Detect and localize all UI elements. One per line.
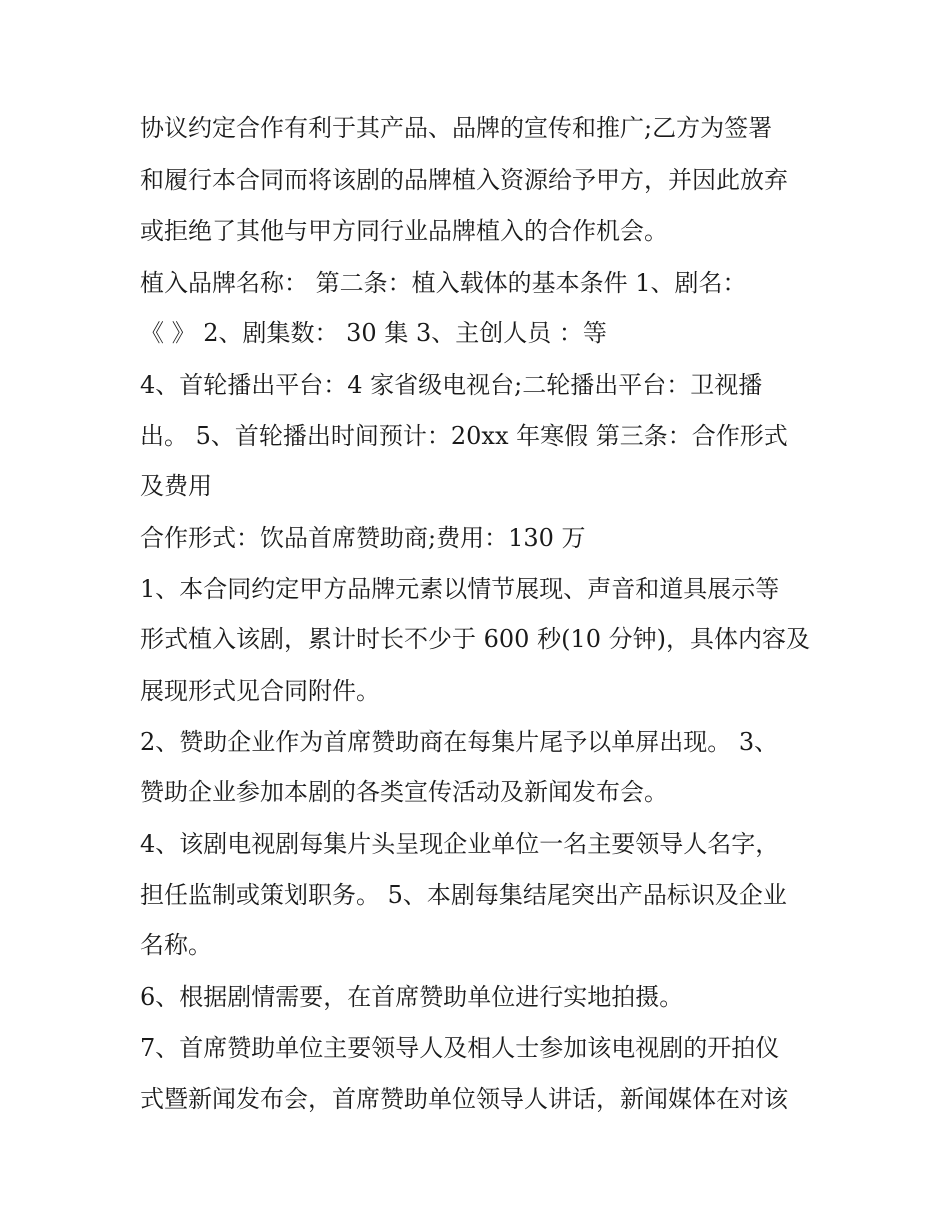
text-line: 植入品牌名称： 第二条：植入载体的基本条件 1、剧名：	[140, 269, 747, 297]
text-line: 7、首席赞助单位主要领导人及相人士参加该电视剧的开拍仪	[140, 1034, 780, 1062]
text-line: 4、该剧电视剧每集片头呈现企业单位一名主要领导人名字，	[140, 830, 780, 858]
text-line: 2、赞助企业作为首席赞助商在每集片尾予以单屏出现。 3、	[140, 728, 779, 756]
text-line: 或拒绝了其他与甲方同行业品牌植入的合作机会。	[140, 217, 668, 245]
text-line: 名称。	[140, 931, 212, 959]
text-line: 出。 5、首轮播出时间预计：20xx 年寒假 第三条：合作形式	[140, 422, 788, 450]
text-line: 1、本合同约定甲方品牌元素以情节展现、声音和道具展示等	[140, 575, 780, 603]
text-line: 和履行本合同而将该剧的品牌植入资源给予甲方，并因此放弃	[140, 166, 788, 194]
text-line: 形式植入该剧，累计时长不少于 600 秒(10 分钟)，具体内容及	[140, 625, 810, 653]
text-line: 合作形式：饮品首席赞助商;费用：130 万	[140, 524, 586, 552]
text-line: 赞助企业参加本剧的各类宣传活动及新闻发布会。	[140, 778, 668, 806]
text-line: 式暨新闻发布会，首席赞助单位领导人讲话，新闻媒体在对该	[140, 1085, 788, 1113]
text-line: 协议约定合作有利于其产品、品牌的宣传和推广;乙方为签署	[140, 114, 773, 142]
text-line: 担任监制或策划职务。 5、本剧每集结尾突出产品标识及企业	[140, 881, 787, 909]
text-line: 及费用	[140, 472, 212, 500]
text-line: 4、首轮播出平台：4 家省级电视台;二轮播出平台：卫视播	[140, 371, 763, 399]
text-line: 《 》 2、剧集数： 30 集 3、主创人员 ：等	[140, 319, 607, 347]
text-line: 展现形式见合同附件。	[140, 677, 380, 705]
text-line: 6、根据剧情需要，在首席赞助单位进行实地拍摄。	[140, 983, 684, 1011]
